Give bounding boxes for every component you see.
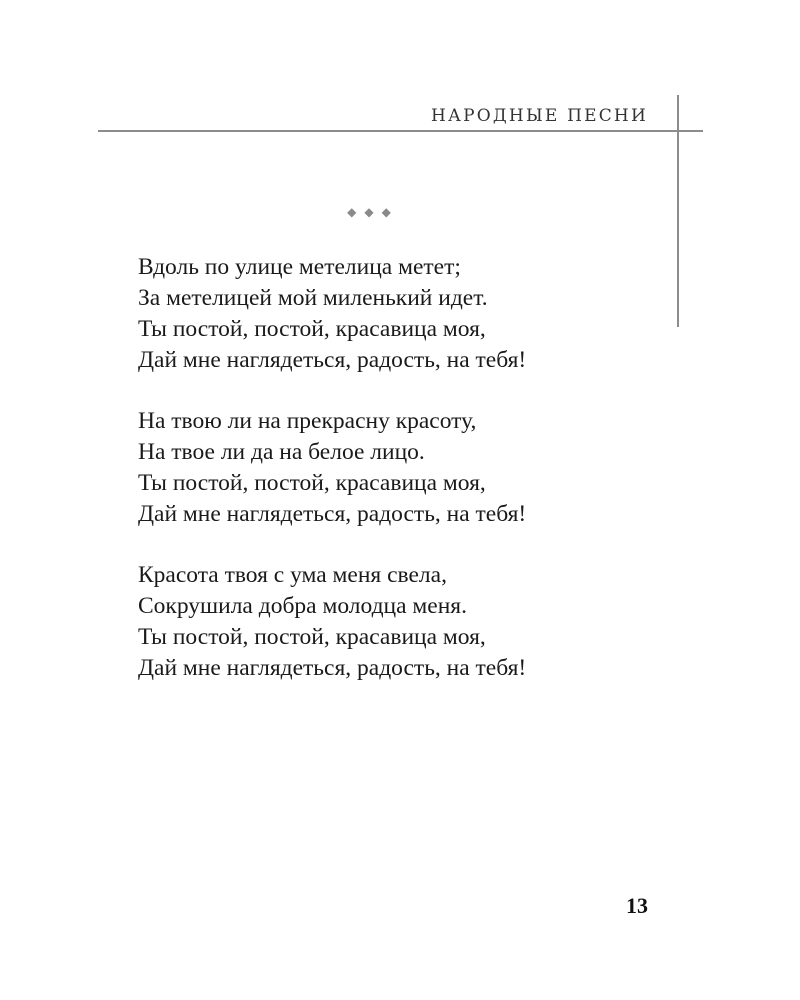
- poem-body: [138, 252, 658, 714]
- poem-line: Красота твоя с ума меня свела,: [138, 562, 447, 588]
- header-horizontal-rule: [98, 130, 703, 132]
- running-head-title: НАРОДНЫЕ ПЕСНИ: [431, 106, 648, 126]
- poem-line: Сокрушила добра молодца меня.: [138, 593, 467, 619]
- poem-line: Дай мне наглядеться, радость, на тебя!: [138, 501, 527, 527]
- poem-line: За метелицей мой миленький идет.: [138, 285, 488, 311]
- poem-line: Ты постой, постой, красавица моя,: [138, 624, 486, 650]
- diamond-ornament-icon: ◆◆◆: [347, 205, 399, 219]
- poem-line: Дай мне наглядеться, радость, на тебя!: [138, 655, 527, 681]
- poem-line: Ты постой, постой, красавица моя,: [138, 470, 486, 496]
- stanza-1: [138, 252, 658, 376]
- poem-line: Вдоль по улице метелица метет;: [138, 254, 461, 280]
- poem-line: Дай мне наглядеться, радость, на тебя!: [138, 347, 527, 373]
- poem-line: На твое ли да на белое лицо.: [138, 439, 425, 465]
- stanza-3: [138, 560, 658, 684]
- poem-line: На твою ли на прекрасну красоту,: [138, 408, 477, 434]
- poem-line: Ты постой, постой, красавица моя,: [138, 316, 486, 342]
- stanza-2: [138, 406, 658, 530]
- page-number: 13: [626, 893, 648, 918]
